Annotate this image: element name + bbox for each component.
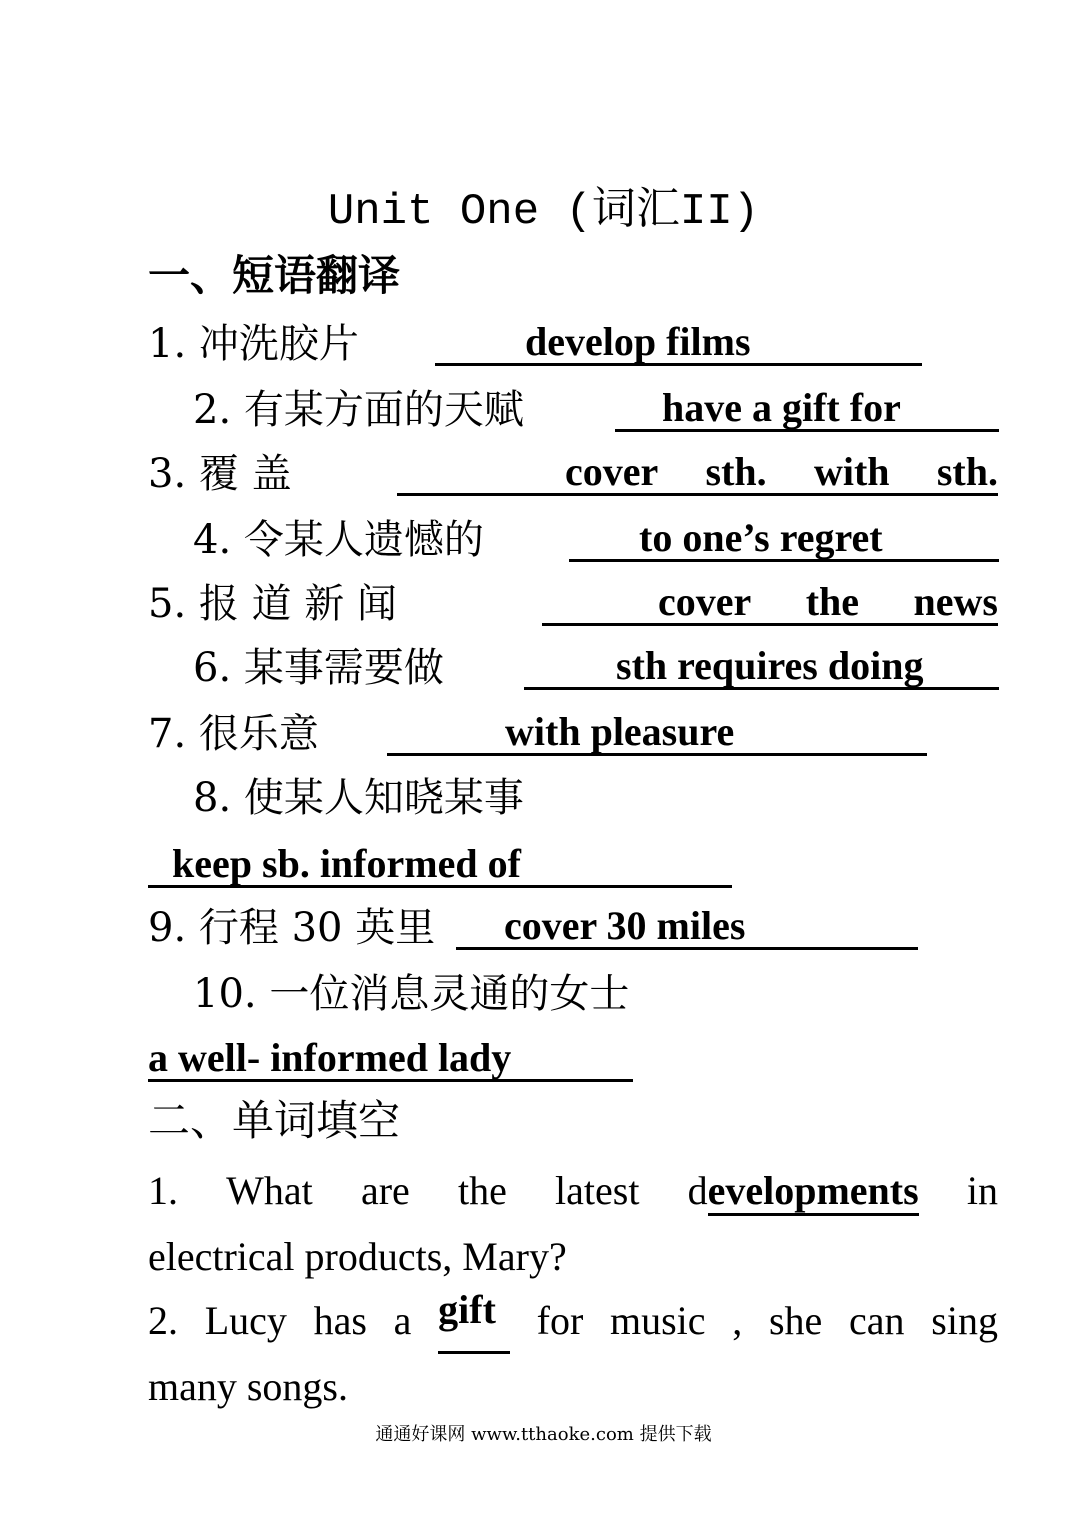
sentence-word: are	[360, 1168, 410, 1213]
sentence-line	[148, 1158, 998, 1224]
answer-prefix: d	[687, 1168, 708, 1213]
sentence-word: in	[966, 1168, 998, 1213]
list-item	[193, 642, 1013, 698]
answer-blank	[542, 578, 998, 626]
answer-blank: cover 30 miles	[456, 902, 918, 950]
list-item	[193, 514, 1013, 570]
sentence-line: electrical products, Mary?	[148, 1234, 567, 1279]
answer-blank: keep sb. informed of	[148, 840, 732, 888]
sentence-word: she	[768, 1298, 823, 1343]
list-item	[148, 708, 1008, 764]
answer-word-group	[688, 1158, 919, 1224]
sentence-line	[148, 1288, 998, 1354]
question-text: 1. 冲洗胶片	[148, 321, 359, 367]
answer-blank: gift	[438, 1288, 510, 1354]
answer-blank: sth requires doing	[524, 642, 999, 690]
answer-word: with	[813, 449, 890, 494]
question-text: 2. 有某方面的天赋	[193, 387, 524, 433]
list-item-answer-line	[148, 1034, 1008, 1090]
sentence-word: a	[393, 1298, 412, 1343]
sentence-word: has	[313, 1298, 367, 1343]
sentence-word: 2.	[148, 1298, 178, 1343]
answer-blank: a well- informed lady	[148, 1034, 633, 1082]
answer-blank: with pleasure	[387, 708, 927, 756]
answer-blank: to one’s regret	[569, 514, 999, 562]
answer-word: news	[913, 579, 998, 624]
answer-word: sth.	[936, 449, 998, 494]
question-text: 3. 覆 盖	[148, 451, 292, 497]
question-text: 4. 令某人遗憾的	[193, 517, 484, 563]
question-text: 5. 报 道 新 闻	[148, 581, 398, 627]
question-text: 10. 一位消息灵通的女士	[193, 971, 630, 1017]
answer-word: sth.	[705, 449, 767, 494]
answer-word: the	[805, 579, 860, 624]
answer-word: cover	[658, 579, 752, 624]
question-text: 8. 使某人知晓某事	[193, 775, 524, 821]
sentence-word: ,	[732, 1298, 743, 1343]
answer-blank: evelopments	[708, 1169, 919, 1216]
page-title: Unit One (词汇II)	[327, 187, 760, 237]
sentence-word: sing	[931, 1298, 998, 1343]
list-item	[193, 384, 1013, 440]
question-text: 9. 行程 30 英里	[148, 905, 436, 951]
sentence-word: Lucy	[204, 1298, 287, 1343]
sentence-word: latest	[555, 1168, 640, 1213]
section-heading-phrase-translation: 一、短语翻译	[148, 251, 401, 300]
sentence-word: can	[849, 1298, 905, 1343]
list-item	[148, 578, 1008, 634]
answer-blank: have a gift for	[615, 384, 999, 432]
answer-word: cover	[565, 449, 659, 494]
page-footer: 通通好课网 www.tthaoke.com 提供下载	[375, 1424, 712, 1445]
section-heading-word-fill: 二、单词填空	[148, 1096, 401, 1145]
list-item	[148, 448, 1008, 504]
sentence-word: for	[536, 1298, 584, 1343]
list-item	[148, 318, 1028, 374]
list-item-answer-line	[148, 840, 1008, 896]
sentence-word: the	[457, 1168, 507, 1213]
list-item	[148, 902, 1008, 958]
list-item	[148, 1158, 998, 1290]
list-item	[193, 968, 1013, 1024]
sentence-word: What	[226, 1168, 313, 1213]
sentence-word: music	[610, 1298, 706, 1343]
list-item	[193, 772, 1013, 828]
list-item	[148, 1288, 998, 1420]
question-text: 6. 某事需要做	[193, 645, 444, 691]
question-text: 7. 很乐意	[148, 711, 319, 757]
sentence-line: many songs.	[148, 1364, 348, 1409]
answer-blank	[397, 448, 998, 496]
answer-blank: develop films	[435, 318, 922, 366]
sentence-word: 1.	[148, 1168, 178, 1213]
